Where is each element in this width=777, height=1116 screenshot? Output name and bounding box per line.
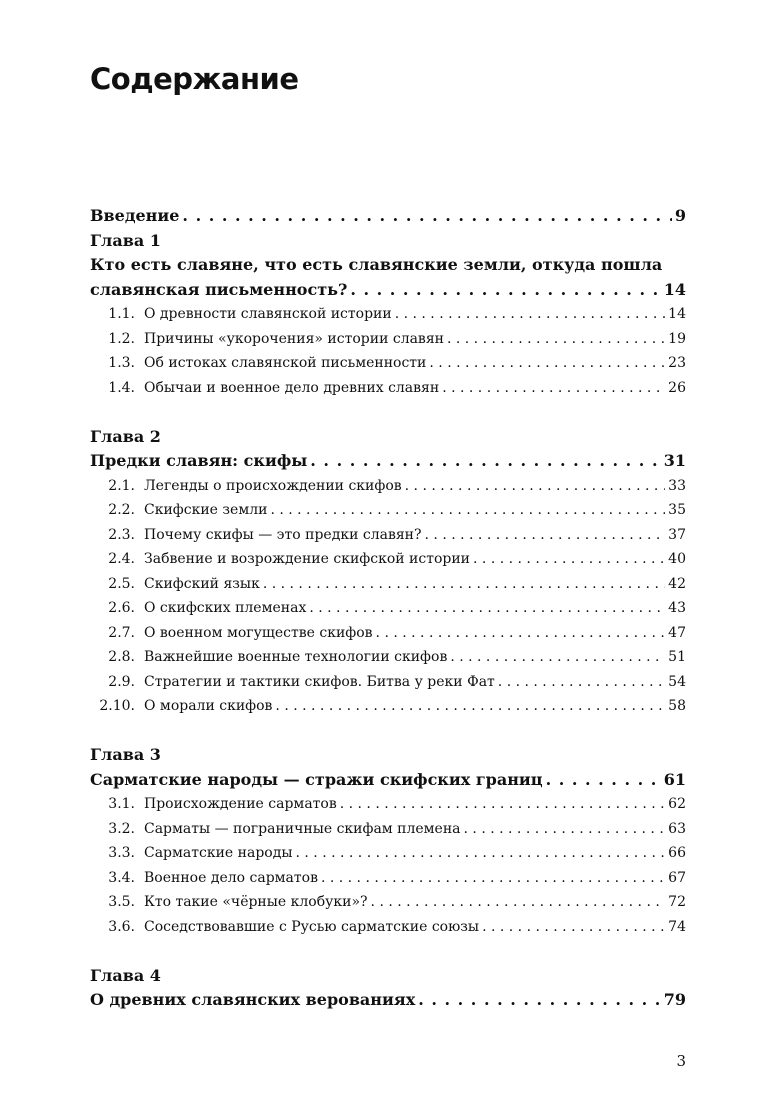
dot-leader — [405, 474, 666, 499]
entry-page: 9 — [674, 206, 686, 225]
entry-page: 14 — [663, 279, 686, 299]
dot-leader — [429, 351, 665, 376]
chapter-number — [90, 229, 686, 254]
dot-leader — [340, 792, 665, 817]
section-label: Стратегии и тактики скифов. Битва у реки Фат — [144, 673, 495, 690]
section-label: Забвение и возрождение скифской истории — [144, 551, 471, 567]
dot-leader — [371, 890, 666, 915]
dot-leader — [310, 449, 660, 474]
section-number: 3.6. — [108, 918, 135, 935]
dot-leader — [275, 694, 665, 719]
section-number: 2.3. — [108, 526, 135, 543]
section-page: 74 — [668, 918, 686, 935]
section-number: 2.10. — [99, 698, 135, 714]
toc-section[interactable] — [90, 841, 686, 866]
dot-leader — [450, 645, 665, 670]
dot-leader — [464, 817, 666, 842]
section-label: Скифский язык — [144, 575, 260, 592]
dot-leader — [482, 915, 665, 940]
section-label: Почему скифы — это предки славян? — [144, 526, 422, 543]
spacer — [90, 400, 686, 425]
section-number: 2.4. — [108, 551, 135, 567]
section-page: 33 — [668, 477, 686, 494]
dot-leader — [270, 498, 665, 523]
dot-leader — [350, 278, 660, 303]
section-number: 2.1. — [108, 477, 135, 494]
toc-section[interactable] — [90, 327, 686, 352]
table-of-contents — [90, 204, 686, 1013]
section-page: 26 — [668, 379, 686, 396]
spacer — [90, 939, 686, 964]
toc-section[interactable] — [90, 670, 686, 695]
section-number: 1.4. — [108, 379, 135, 396]
toc-section[interactable] — [90, 523, 686, 548]
section-page: 63 — [668, 820, 686, 837]
chapter-number — [90, 425, 686, 450]
chapter-heading-line[interactable] — [90, 253, 686, 278]
dot-leader — [263, 572, 665, 597]
section-label: О военном могуществе скифов — [144, 624, 373, 641]
section-page: 35 — [668, 502, 686, 518]
section-page: 14 — [668, 306, 686, 322]
toc-section[interactable] — [90, 376, 686, 401]
chapter-title: Кто есть славяне, что есть славянские земли, откуда пошла — [90, 255, 663, 274]
section-number: 2.6. — [108, 600, 135, 616]
section-label: Причины «укорочения» истории славян — [144, 330, 444, 347]
dot-leader — [442, 376, 665, 401]
section-label: О морали скифов — [144, 698, 273, 714]
toc-section[interactable] — [90, 645, 686, 670]
dot-leader — [498, 670, 665, 695]
section-number: 2.7. — [108, 624, 135, 641]
section-page: 67 — [668, 869, 686, 886]
section-number: 2.9. — [108, 673, 135, 690]
dot-leader — [447, 327, 665, 352]
dot-leader — [395, 302, 665, 327]
dot-leader — [473, 547, 665, 572]
toc-section[interactable] — [90, 498, 686, 523]
section-label: Сарматы — пограничные скифам племена — [144, 820, 461, 837]
toc-entry-introduction[interactable] — [90, 204, 686, 229]
chapter-number — [90, 743, 686, 768]
entry-page: 61 — [663, 769, 686, 789]
section-label: О скифских племенах — [144, 600, 307, 616]
toc-section[interactable] — [90, 915, 686, 940]
section-number: 3.5. — [108, 894, 135, 910]
section-number: 1.2. — [108, 330, 135, 347]
section-number: 1.3. — [108, 355, 135, 371]
section-label: Кто такие «чёрные клобуки»? — [144, 894, 368, 910]
section-page: 66 — [668, 845, 686, 861]
toc-section[interactable] — [90, 694, 686, 719]
section-page: 72 — [668, 894, 686, 910]
toc-section[interactable] — [90, 792, 686, 817]
chapter-title: О древних славянских верованиях — [90, 990, 416, 1009]
section-page: 23 — [668, 355, 686, 371]
section-number: 2.2. — [108, 502, 135, 518]
dot-leader — [425, 523, 666, 548]
toc-entry-chapter-2[interactable] — [90, 449, 686, 474]
toc-section[interactable] — [90, 302, 686, 327]
section-number: 3.1. — [108, 796, 135, 812]
chapter-title: Сарматские народы — стражи скифских границ — [90, 769, 543, 789]
toc-section[interactable] — [90, 351, 686, 376]
toc-section[interactable] — [90, 596, 686, 621]
section-label: Об истоках славянской письменности — [144, 355, 427, 371]
spacer — [90, 719, 686, 744]
toc-section[interactable] — [90, 866, 686, 891]
section-number: 2.8. — [108, 649, 135, 665]
toc-entry-chapter-4[interactable] — [90, 988, 686, 1013]
toc-section[interactable] — [90, 572, 686, 597]
section-label: Военное дело сарматов — [144, 869, 318, 886]
section-page: 58 — [668, 698, 686, 714]
toc-section[interactable] — [90, 817, 686, 842]
dot-leader — [296, 841, 666, 866]
section-number: 2.5. — [108, 575, 135, 592]
dot-leader — [418, 988, 661, 1013]
toc-section[interactable] — [90, 547, 686, 572]
section-number: 3.4. — [108, 869, 135, 886]
chapter-label: Глава 2 — [90, 426, 161, 446]
section-number: 3.3. — [108, 845, 135, 861]
chapter-label: Глава 4 — [90, 965, 161, 985]
chapter-number — [90, 964, 686, 989]
section-label: Соседствовавшие с Русью сарматские союзы — [144, 918, 480, 935]
section-label: Скифские земли — [144, 502, 268, 518]
section-page: 19 — [668, 330, 686, 347]
toc-section[interactable] — [90, 474, 686, 499]
chapter-label: Глава 1 — [90, 230, 161, 250]
section-label: Обычаи и военное дело древних славян — [144, 379, 440, 396]
dot-leader — [321, 866, 665, 891]
toc-section[interactable] — [90, 890, 686, 915]
section-page: 37 — [668, 526, 686, 543]
section-page: 42 — [668, 575, 686, 592]
page-title: Содержание — [90, 62, 299, 96]
entry-page: 31 — [663, 451, 686, 470]
entry-page: 79 — [663, 990, 686, 1009]
chapter-title: славянская письменность? — [90, 279, 348, 299]
section-page: 54 — [668, 673, 686, 690]
section-page: 43 — [668, 600, 686, 616]
dot-leader — [546, 768, 661, 793]
toc-entry-chapter-1[interactable] — [90, 278, 686, 303]
section-label: Сарматские народы — [144, 845, 293, 861]
toc-section[interactable] — [90, 621, 686, 646]
section-number: 1.1. — [108, 306, 135, 322]
section-label: О древности славянской истории — [144, 306, 392, 322]
section-page: 62 — [668, 796, 686, 812]
section-label: Происхождение сарматов — [144, 796, 337, 812]
page-number: 3 — [676, 1052, 686, 1070]
section-page: 47 — [668, 624, 686, 641]
chapter-label: Глава 3 — [90, 745, 161, 764]
section-label: Важнейшие военные технологии скифов — [144, 649, 448, 665]
section-label: Легенды о происхождении скифов — [144, 477, 402, 494]
section-page: 40 — [668, 551, 686, 567]
toc-entry-chapter-3[interactable] — [90, 768, 686, 793]
section-page: 51 — [668, 649, 686, 665]
chapter-title: Предки славян: скифы — [90, 451, 308, 470]
section-number: 3.2. — [108, 820, 135, 837]
entry-label: Введение — [90, 206, 180, 225]
dot-leader — [309, 596, 665, 621]
dot-leader — [182, 204, 671, 229]
dot-leader — [376, 621, 666, 646]
